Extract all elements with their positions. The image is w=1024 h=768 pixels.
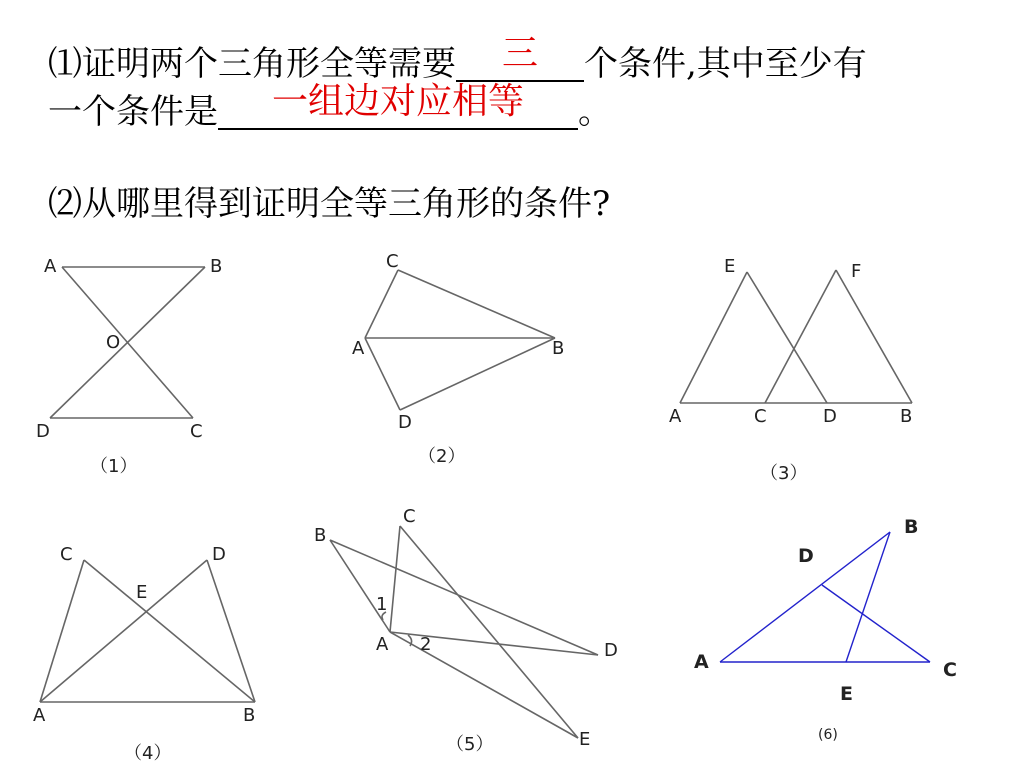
fig5-label-b: B (314, 525, 327, 546)
fig1-label-o: O (106, 332, 121, 353)
fig2-label-d: D (398, 412, 412, 433)
segment-cb (84, 560, 255, 702)
fig5-label-a: A (376, 634, 389, 655)
figure-1 (50, 267, 205, 418)
segment-ac (390, 526, 400, 632)
segment-cb (398, 270, 555, 338)
fig3-label-c: C (754, 406, 767, 427)
fig2-label-a: A (352, 338, 365, 359)
fig4-label-d: D (212, 544, 226, 565)
fig3-label-e: E (724, 256, 736, 277)
fig3-caption: （3） (760, 463, 808, 484)
fig5-label-1: 1 (376, 594, 388, 615)
segment-db (207, 560, 255, 702)
q2-text: ⑵从哪里得到证明全等三角形的条件? (48, 184, 611, 224)
segment-ac (40, 560, 84, 702)
fig6-label-e: E (840, 683, 853, 705)
segment-fb (836, 270, 912, 403)
fig4-label-c: C (60, 544, 73, 565)
answer-2: 一组边对应相等 (271, 81, 524, 122)
fig4-caption: （4） (124, 743, 172, 764)
fig3-label-a: A (669, 406, 682, 427)
segment-ad (40, 560, 207, 702)
segment-ca (365, 270, 398, 338)
fig4-label-a: A (33, 705, 46, 726)
segment-ae (390, 632, 578, 738)
figure-6 (720, 532, 930, 662)
fig1-label-b: B (210, 256, 223, 277)
segment-bd (50, 267, 205, 418)
segment-ae (680, 272, 747, 403)
fig5-label-d: D (604, 640, 618, 661)
fig1-label-c: C (190, 421, 203, 442)
q1-text-c: 一个条件是 (48, 92, 218, 132)
segment-dc (822, 585, 930, 662)
fig6-label-b: B (904, 516, 919, 538)
segment-ad (365, 338, 400, 410)
segment-cf (765, 270, 836, 403)
answer-1: 三 (501, 33, 538, 74)
fig6-caption: (6) (818, 727, 838, 743)
fig5-label-2: 2 (420, 634, 432, 655)
fig5-caption: （5） (446, 734, 494, 755)
segment-ed (747, 272, 827, 403)
q1-text-d: 。 (578, 92, 612, 132)
fig2-caption: （2） (418, 446, 466, 467)
figure-2 (365, 270, 555, 410)
fig3-label-b: B (900, 406, 913, 427)
fig2-label-c: C (386, 251, 399, 272)
segment-ba (330, 540, 390, 632)
fig6-label-c: C (943, 659, 957, 681)
fig5-label-e: E (579, 729, 591, 750)
fig1-label-a: A (44, 256, 57, 277)
fig6-label-d: D (798, 545, 814, 567)
fig4-label-b: B (243, 705, 256, 726)
fig3-label-d: D (823, 406, 837, 427)
fig1-label-d: D (36, 421, 50, 442)
fig3-label-f: F (851, 261, 862, 282)
q1-text-a: ⑴证明两个三角形全等需要 (48, 44, 456, 84)
fig4-label-e: E (136, 582, 148, 603)
angle-2-arc (408, 635, 412, 646)
fig5-label-c: C (403, 506, 416, 527)
segment-db (400, 338, 555, 410)
segment-ce (400, 526, 578, 738)
fig2-label-b: B (552, 338, 565, 359)
figure-3 (680, 270, 912, 403)
segment-be (846, 532, 890, 662)
segment-bd (330, 540, 598, 655)
fig1-caption: （1） (90, 456, 138, 477)
fig6-label-a: A (694, 651, 709, 673)
q1-text-b: 个条件,其中至少有 (584, 44, 867, 84)
figure-4 (40, 560, 255, 702)
figure-5 (330, 526, 598, 738)
